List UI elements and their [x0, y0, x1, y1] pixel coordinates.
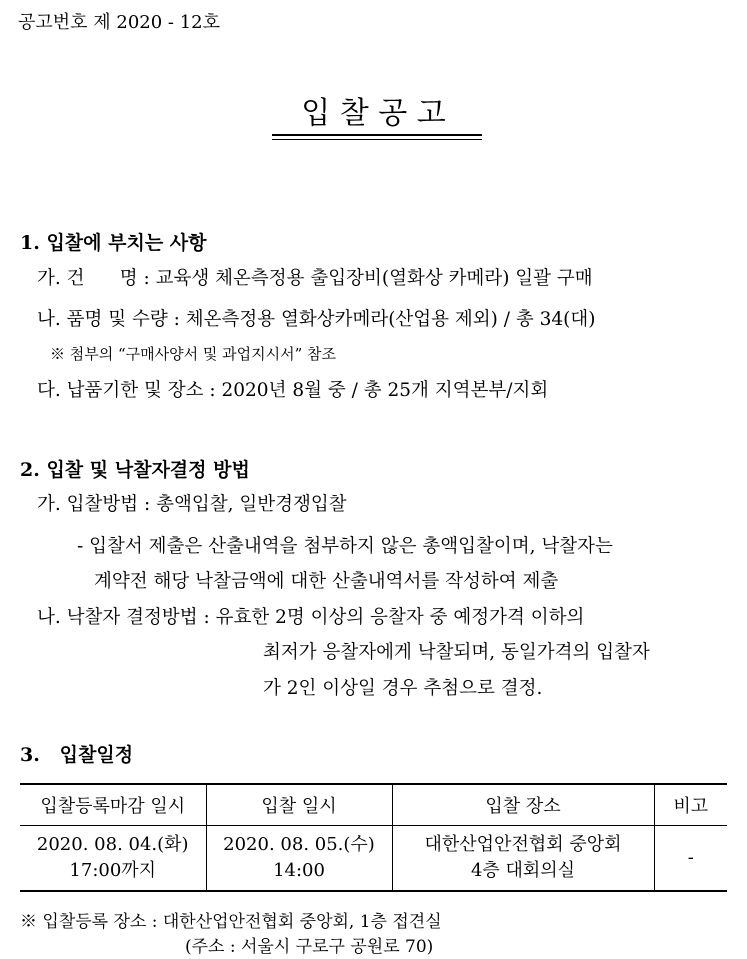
section2-item-na-line1: 나. 낙찰자 결정방법 : 유효한 2명 이상의 응찰자 중 예정가격 이하의 — [37, 607, 585, 628]
place-line2: 4층 대회의실 — [470, 860, 576, 881]
place-line1: 대한산업안전협회 중앙회 — [424, 834, 622, 855]
section1-item-da: 다. 납품기한 및 장소 : 2020년 8월 중 / 총 25개 지역본부/지회 — [37, 380, 549, 401]
section2-dash-line2: 계약전 해당 낙찰금액에 대한 산출내역서를 작성하여 제출 — [94, 571, 559, 592]
header-bid-datetime: 입찰 일시 — [206, 784, 392, 826]
header-bid-place: 입찰 장소 — [392, 784, 654, 826]
section1-heading: 1. 입찰에 부치는 사항 — [20, 232, 207, 254]
cell-remark: - — [654, 826, 727, 892]
section3-heading: 3. 입찰일정 — [20, 744, 134, 766]
bid-time: 14:00 — [273, 860, 325, 881]
section2-item-na-line3: 가 2인 이상일 경우 추첨으로 결정. — [263, 678, 543, 699]
footer-registration-place: ※ 입찰등록 장소 : 대한산업안전협회 중앙회, 1층 접견실 — [20, 912, 442, 932]
table-row — [20, 826, 727, 892]
footer-address: (주소 : 서울시 구로구 공원로 70) — [185, 937, 434, 957]
section1-note: ※ 첨부의 “구매사양서 및 과업지시서” 참조 — [50, 345, 337, 363]
section2-dash-line1: - 입찰서 제출은 산출내역을 첨부하지 않은 총액입찰이며, 낙찰자는 — [77, 536, 613, 557]
section2-heading: 2. 입찰 및 낙찰자결정 방법 — [20, 459, 250, 481]
notice-number: 공고번호 제 2020 - 12호 — [18, 12, 221, 33]
reg-deadline-date: 2020. 08. 04.(화) — [36, 834, 189, 855]
schedule-header-row — [20, 784, 727, 826]
section1-item-na: 나. 품명 및 수량 : 체온측정용 열화상카메라(산업용 제외) / 총 34(대) — [37, 309, 596, 330]
section2-item-na-line2: 최저가 응찰자에게 낙찰되며, 동일가격의 입찰자 — [263, 642, 650, 663]
title-underline — [272, 134, 482, 136]
header-remark: 비고 — [654, 784, 727, 826]
cell-reg-deadline — [20, 826, 206, 892]
section2-item-ga: 가. 입찰방법 : 총액입찰, 일반경쟁입찰 — [37, 494, 347, 515]
header-reg-deadline: 입찰등록마감 일시 — [20, 784, 206, 826]
bid-date: 2020. 08. 05.(수) — [223, 834, 375, 855]
schedule-table — [20, 783, 727, 892]
section1-item-ga: 가. 건 명 : 교육생 체온측정용 출입장비(열화상 카메라) 일괄 구매 — [37, 268, 593, 289]
cell-bid-place — [392, 826, 654, 892]
cell-bid-datetime — [206, 826, 392, 892]
title-underline-thin — [272, 139, 482, 140]
page-title: 입 찰 공 고 — [301, 96, 446, 131]
reg-deadline-time: 17:00까지 — [69, 860, 157, 881]
